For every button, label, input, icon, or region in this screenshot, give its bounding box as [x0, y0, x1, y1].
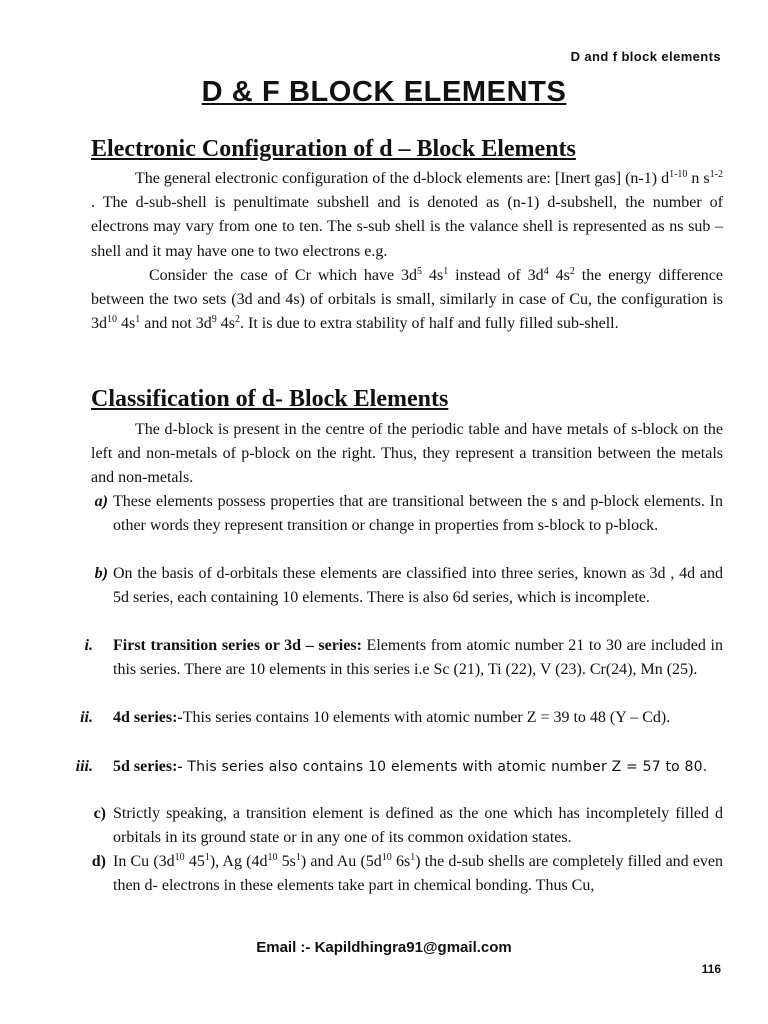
list-item-body: 6s — [391, 853, 411, 870]
para2-text: 4s — [548, 267, 570, 284]
list-item-lead: First transition series or 3d – series: — [113, 637, 362, 654]
para2-text: . It is due to extra stability of half and fully filled sub-shell. — [240, 315, 619, 333]
list-marker: ii. — [80, 709, 93, 726]
section-heading-electronic-configuration: Electronic Configuration of d – Block Elements — [91, 136, 576, 162]
running-header: D and f block elements — [570, 49, 721, 64]
footer-email: Email :- Kapildhingra91@gmail.com — [256, 939, 512, 956]
list-item-body: In Cu (3d — [113, 853, 175, 870]
para1-ns: n s — [687, 170, 710, 187]
para1-d: d — [661, 170, 670, 187]
superscript: 10 — [381, 852, 392, 863]
list-marker: b) — [94, 565, 108, 582]
para2-text: 4s — [216, 315, 236, 333]
list-item-body: This series also contains 10 elements with atomic number Z = 57 to 80. — [182, 759, 708, 775]
para2-text: instead of 3d — [448, 267, 544, 284]
classification-intro-text: The d-block is present in the centre of the periodic table and have metals of s-block on the left and non-metals of p-block on the right. Thus, they represent a transition between the metals and non-metals. — [91, 421, 723, 487]
list-item-body: 45 — [184, 853, 205, 870]
list-item-text — [113, 634, 723, 682]
paragraph-classification-intro — [91, 418, 723, 491]
list-item-text: Strictly speaking, a transition element is defined as the one which has incompletely filled d orbitals in its ground state or in any one of its common oxidation states. — [113, 805, 723, 847]
para2-sup: 2 — [235, 314, 241, 326]
list-marker: c) — [93, 805, 106, 822]
list-item-text: These elements possess properties that are transitional between the s and p-block elements. In other words they represent transition or change in properties from s-block to p-block. — [113, 493, 723, 535]
para2-sup: 1 — [135, 314, 141, 326]
list-item-text — [113, 755, 723, 779]
para1-s-sup: 1-2 — [709, 169, 724, 180]
section-heading-classification: Classification of d- Block Elements — [91, 386, 449, 412]
list-item-body: ) the d-sub shells are completely filled and even then d- electrons in these elements take part in chemical bonding. Thus Cu, — [113, 853, 724, 895]
para2-text: Consider the case of Cr which have 3d — [149, 267, 418, 284]
para2-text: the energy difference between the two sets (3d and 4s) of orbitals is small, similarly in case of Cu, the configuration is 3d — [91, 267, 724, 333]
page-title: D & F BLOCK ELEMENTS — [201, 76, 567, 108]
list-item-body: ), Ag (4d — [209, 853, 268, 870]
list-item-body: Elements from atomic number 21 to 30 are included in this series. There are 10 elements in this series i.e Sc (21), Ti (22), V (23). Cr(24), Mn (25). — [113, 637, 723, 679]
list-item-text: On the basis of d-orbitals these elements are classified into three series, known as 3d , 4d and 5d series, each containing 10 elements. There is also 6d series, which is incomplete. — [113, 565, 723, 607]
list-item-body: This series contains 10 elements with atomic number Z = 39 to 48 (Y – Cd). — [182, 709, 671, 726]
para2-sup: 4 — [543, 266, 549, 277]
page-number: 116 — [701, 962, 721, 976]
para2-sup: 9 — [211, 314, 217, 326]
para2-text: 4s — [422, 267, 444, 284]
para2-text: 4s — [117, 315, 136, 333]
superscript: 10 — [267, 852, 278, 863]
para1-intro: The general electronic configuration of the d-block elements are: [Inert gas] (n-1) — [135, 170, 658, 187]
list-marker: i. — [84, 637, 93, 654]
para2-sup: 10 — [107, 314, 117, 326]
para2-sup: 1 — [443, 266, 449, 277]
superscript: 1 — [204, 852, 210, 863]
list-item-body: ) and Au (5d — [300, 853, 382, 870]
para1-d-sup: 1-10 — [669, 169, 688, 180]
para2-sup: 5 — [417, 266, 423, 277]
paragraph-general-configuration — [91, 167, 723, 264]
list-marker: iii. — [75, 758, 93, 775]
para1-rest: . The d-sub-shell is penultimate subshell and is denoted as (n-1) d-subshell, the number of electrons may vary from one to ten. The s-sub shell is the valance shell is represented as ns sub – shell and it may have one to two electrons e.g. — [91, 194, 723, 260]
list-item-body: 5s — [277, 853, 296, 870]
para2-text: and not 3d — [140, 315, 212, 333]
list-item-lead: 4d series:- — [113, 709, 183, 726]
paragraph-chromium-copper — [91, 264, 723, 337]
list-item-text — [113, 850, 723, 898]
superscript: 1 — [410, 852, 416, 863]
list-marker: a) — [94, 493, 108, 510]
para2-sup: 2 — [569, 266, 575, 277]
list-item-lead: 5d series:- — [113, 758, 183, 775]
list-item-text — [113, 706, 723, 730]
list-marker: d) — [91, 853, 106, 870]
superscript: 10 — [174, 852, 185, 863]
superscript: 1 — [295, 852, 301, 863]
